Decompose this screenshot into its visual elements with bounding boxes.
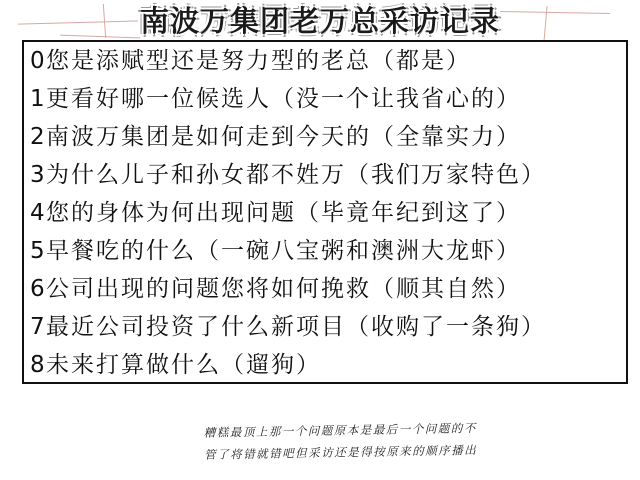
note-line: 管了将错就错吧但采访还是得按原来的顺序播出: [204, 443, 478, 462]
question-row: [30, 194, 521, 232]
question-text: 您是添赋型还是努力型的老总（都是）: [46, 48, 471, 74]
question-text: 南波万集团是如何走到今天的（全靠实力）: [46, 124, 521, 150]
question-row: [30, 80, 521, 118]
question-number: 6: [30, 276, 45, 302]
note-line: 糟糕最顶上那一个问题原本是最后一个问题的不: [203, 421, 477, 440]
question-text: 更看好哪一位候选人（没一个让我省心的）: [46, 86, 521, 112]
question-number: 7: [30, 314, 45, 340]
question-number: 0: [30, 48, 45, 74]
question-number: 8: [30, 352, 45, 378]
question-row: [30, 156, 546, 194]
question-row: [30, 270, 521, 308]
question-number: 4: [30, 200, 45, 226]
question-row: [30, 346, 321, 384]
question-number: 3: [30, 162, 45, 188]
question-row: [30, 232, 521, 270]
question-number: 5: [30, 238, 45, 264]
question-list-frame: [22, 40, 628, 384]
question-number: 2: [30, 124, 45, 150]
question-text: 公司出现的问题您将如何挽救（顺其自然）: [46, 276, 521, 302]
question-text: 为什么儿子和孙女都不姓万（我们万家特色）: [46, 162, 546, 188]
page-title: 南波万集团老万总采访记录: [139, 4, 500, 38]
question-row: [30, 42, 471, 80]
question-row: [30, 118, 521, 156]
question-text: 最近公司投资了什么新项目（收购了一条狗）: [46, 314, 546, 340]
question-text: 未来打算做什么（遛狗）: [46, 352, 321, 378]
question-text: 您的身体为何出现问题（毕竟年纪到这了）: [46, 200, 521, 226]
handwritten-note: [204, 414, 637, 466]
question-number: 1: [30, 86, 45, 112]
question-text: 早餐吃的什么（一碗八宝粥和澳洲大龙虾）: [46, 238, 521, 264]
question-row: [30, 308, 546, 346]
